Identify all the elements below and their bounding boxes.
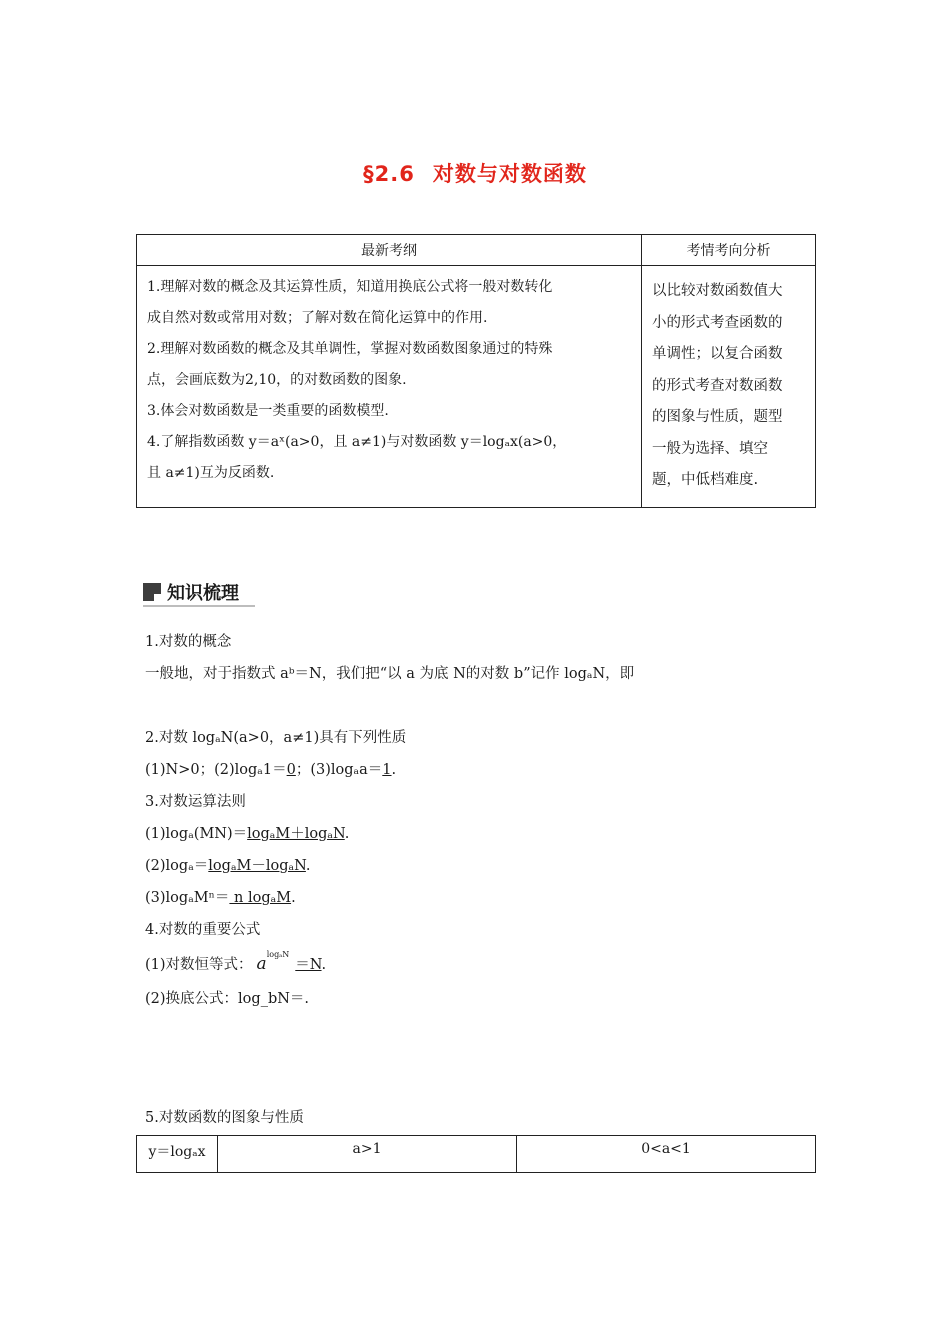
log-identity-line: (1)对数恒等式： $a^{log_aN}=N$.: [145, 950, 327, 974]
section-header-text: 知识梳理: [167, 583, 239, 604]
knowledge-section-header: [143, 580, 239, 604]
answer-blank: logₐM－logₐN: [208, 858, 306, 874]
outline-table: [136, 234, 816, 508]
rule-power: (3)logₐMⁿ＝ n logₐM.: [145, 890, 296, 906]
heading-log-rules: 3.对数运算法则: [145, 794, 246, 810]
rule-quotient: (2)logₐ＝logₐM－logₐN.: [145, 858, 311, 874]
graph-cell-a-lt-1: 0<a<1: [517, 1136, 816, 1173]
syllabus-cell: [137, 266, 642, 508]
page-title: [0, 158, 950, 188]
identity-base: a: [256, 954, 267, 974]
graph-cell-a-gt-1: a>1: [218, 1136, 517, 1173]
analysis-line: 题，中低档难度.: [652, 472, 759, 488]
syllabus-line: 且 a≠1)互为反函数.: [147, 465, 275, 481]
header-syllabus: 最新考纲: [137, 235, 642, 266]
analysis-line: 以比较对数函数值大: [652, 283, 783, 299]
analysis-cell: [642, 266, 816, 508]
identity-exponent: logₐN: [266, 950, 290, 959]
syllabus-line: 1.理解对数的概念及其运算性质，知道用换底公式将一般对数转化: [147, 279, 553, 295]
analysis-line: 单调性；以复合函数: [652, 346, 783, 362]
outline-header-row: [137, 235, 816, 266]
section-underline: [143, 605, 255, 607]
syllabus-line: 4.了解指数函数 y＝aˣ(a>0，且 a≠1)与对数函数 y＝logₐx(a>0，: [147, 434, 567, 450]
answer-blank: 1: [382, 762, 392, 778]
table-row: [137, 1136, 816, 1173]
graph-cell-function: y＝logₐx: [137, 1136, 218, 1173]
change-of-base-line: (2)换底公式：log_bN＝.: [145, 991, 310, 1007]
syllabus-line: 成自然对数或常用对数；了解对数在简化运算中的作用.: [147, 310, 488, 326]
analysis-line: 一般为选择、填空: [652, 440, 768, 457]
graph-properties-table: [136, 1135, 816, 1173]
heading-log-concept: 1.对数的概念: [145, 634, 232, 650]
answer-blank: n logₐM: [229, 890, 292, 906]
heading-graph-properties: 5.对数函数的图象与性质: [145, 1110, 304, 1126]
heading-log-properties: 2.对数 logₐN(a>0，a≠1)具有下列性质: [145, 730, 407, 746]
analysis-line: 的图象与性质，题型: [652, 409, 783, 425]
analysis-line: 的形式考查对数函数: [652, 377, 783, 394]
log-definition-text: 一般地，对于指数式 aᵇ＝N，我们把“以 a 为底 N的对数 b”记作 logₐN，即: [145, 666, 635, 682]
title-text: 对数与对数函数: [432, 162, 587, 186]
header-analysis: 考情考向分析: [642, 235, 816, 266]
answer-blank: 0: [286, 762, 296, 778]
answer-blank: logₐM＋logₐN: [247, 826, 345, 842]
rule-product: (1)logₐ(MN)＝logₐM＋logₐN.: [145, 826, 350, 842]
analysis-line: 小的形式考查函数的: [652, 314, 783, 331]
syllabus-line: 点，会画底数为2,10，的对数函数的图象.: [147, 372, 407, 388]
log-properties-line: (1)N>0；(2)logₐ1＝0；(3)logₐa＝1.: [145, 762, 397, 778]
syllabus-line: 2.理解对数函数的概念及其单调性，掌握对数函数图象通过的特殊: [147, 341, 553, 357]
answer-blank: ＝N: [295, 957, 322, 973]
outline-body-row: [137, 266, 816, 508]
section-square-icon: [143, 583, 161, 601]
heading-important-formulas: 4.对数的重要公式: [145, 922, 261, 938]
section-number: §2.6: [363, 162, 415, 186]
syllabus-line: 3.体会对数函数是一类重要的函数模型.: [147, 403, 389, 419]
